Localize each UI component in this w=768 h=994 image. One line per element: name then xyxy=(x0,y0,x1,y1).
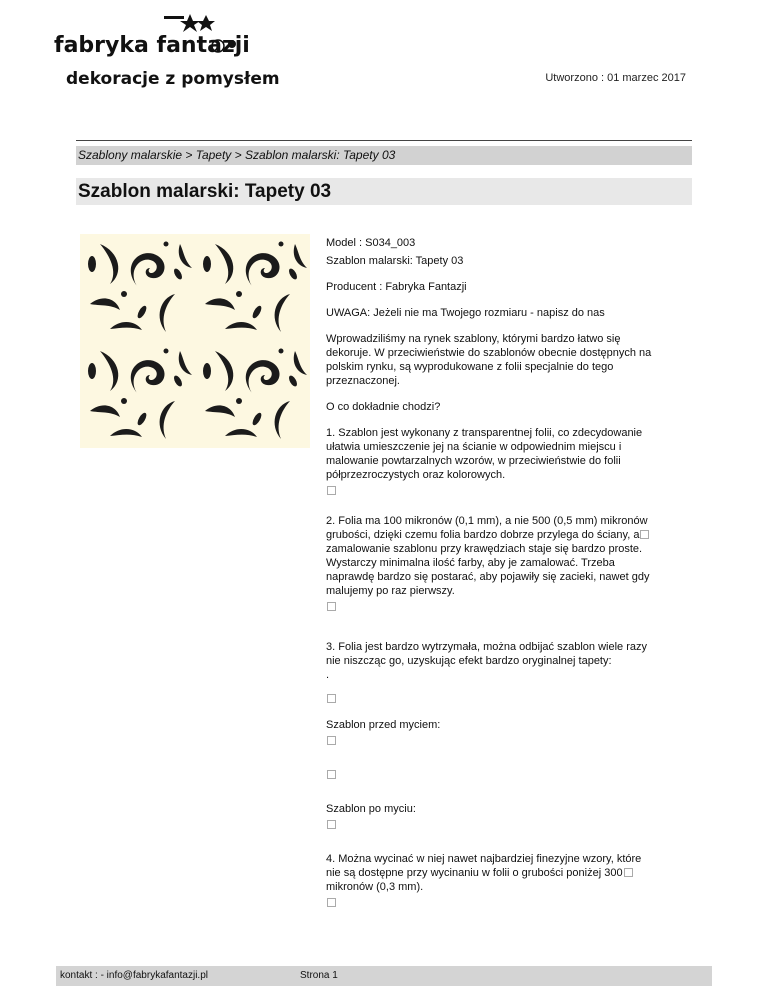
missing-glyph xyxy=(326,818,658,832)
created-date: Utworzono : 01 marzec 2017 xyxy=(545,72,686,84)
product-producer: Producent : Fabryka Fantazji xyxy=(326,281,467,293)
missing-glyph xyxy=(624,868,633,877)
product-name: Szablon malarski: Tapety 03 xyxy=(326,255,464,267)
intro-paragraph: Wprowadziliśmy na rynek szablony, którymi bardzo łatwo się dekoruje. W przeciwieństwie do szablonów obecnie dostępnych na polskim rynku, są wyprodukowane z folii specjalnie do tego przeznaczonej. xyxy=(326,333,652,387)
page-title: Szablon malarski: Tapety 03 xyxy=(76,178,692,205)
product-description xyxy=(326,236,658,910)
footer-contact: kontakt : - info@fabrykafantazji.pl xyxy=(60,970,208,981)
point-2-part-a: 2. Folia ma 100 mikronów (0,1 mm), a nie 500 (0,5 mm) mikronów grubości, dzięki czemu folia bardzo dobrze przylega do ściany, a xyxy=(326,515,648,541)
page-footer xyxy=(56,966,712,986)
missing-glyph xyxy=(326,896,658,910)
logo-flag-icon xyxy=(164,16,184,19)
point-4-part-b: mikronów (0,3 mm). xyxy=(326,881,424,893)
point-4-part-a: 4. Można wycinać w niej nawet najbardziej finezyjne wzory, które nie są dostępne przy wycinaniu w folii o grubości poniżej 300 xyxy=(326,853,642,879)
missing-glyph xyxy=(326,692,658,706)
missing-glyph xyxy=(326,600,658,614)
divider xyxy=(76,140,692,141)
product-model: Model : S034_003 xyxy=(326,237,416,249)
product-image xyxy=(80,234,310,448)
brand-logo xyxy=(52,12,280,92)
damask-pattern-image xyxy=(80,234,310,448)
missing-glyph xyxy=(326,484,658,498)
point-4 xyxy=(326,852,658,894)
missing-glyph xyxy=(326,734,658,748)
page-number: Strona 1 xyxy=(300,970,338,981)
missing-glyph xyxy=(326,768,658,782)
point-2 xyxy=(326,514,658,598)
missing-glyph xyxy=(640,530,649,539)
breadcrumb: Szablony malarskie > Tapety > Szablon malarski: Tapety 03 xyxy=(76,146,692,165)
logo-star-icon xyxy=(197,15,215,31)
point-3-dot: . xyxy=(326,669,330,681)
point-1: 1. Szablon jest wykonany z transparentnej folii, co zdecydowanie ułatwia umieszczenie jej na ścianie w odpowiednim miejscu i malowanie powtarzalnych wzorów, w przeciwieństwie do folii półprzezroczystych oraz kolorowych. xyxy=(326,427,643,481)
point-3: 3. Folia jest bardzo wytrzymała, można odbijać szablon wiele razy nie niszcząc go, uzyskując efekt bardzo oryginalnej tapety: xyxy=(326,641,647,667)
question-paragraph: O co dokładnie chodzi? xyxy=(326,401,441,413)
logo-text-line1: fabryka fantazji xyxy=(54,33,250,58)
before-washing-label: Szablon przed myciem: xyxy=(326,719,441,731)
logo-text-line2: dekoracje z pomysłem xyxy=(66,69,280,89)
point-2-part-b: zamalowanie szablonu przy krawędziach staje się bardzo proste. Wystarczy minimalna ilość farby, aby je zamalować. Trzeba naprawdę bardzo się postarać, aby pojawiły się zacieki, nawet gdy malujemy po raz pierwszy. xyxy=(326,543,650,597)
after-washing-label: Szablon po myciu: xyxy=(326,803,416,815)
size-warning: UWAGA: Jeżeli nie ma Twojego rozmiaru - napisz do nas xyxy=(326,307,605,319)
